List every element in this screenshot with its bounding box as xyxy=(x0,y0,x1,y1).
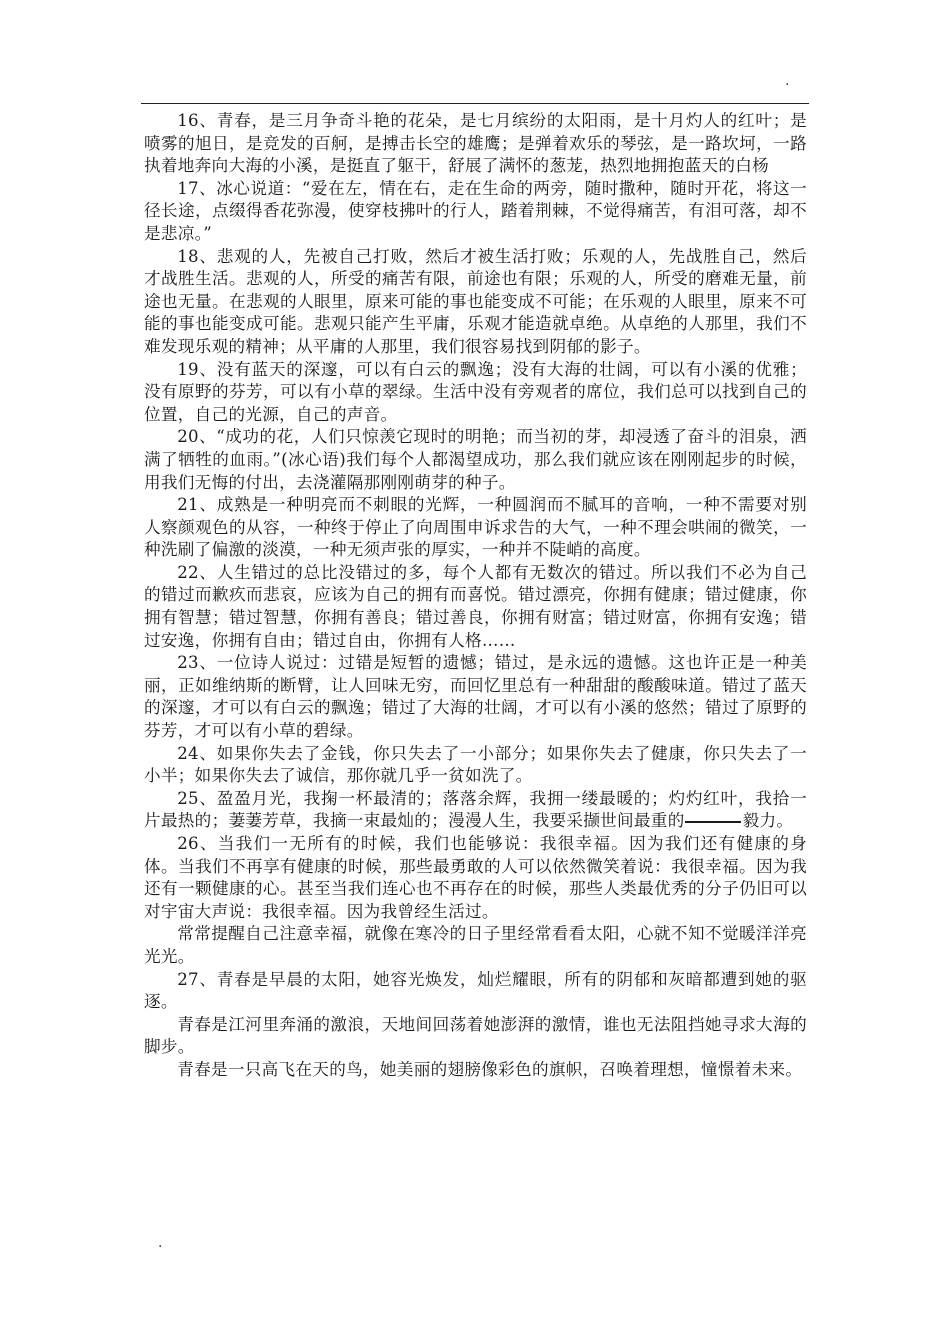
paragraph-19: 19、没有蓝天的深邃，可以有白云的飘逸；没有大海的壮阔，可以有小溪的优雅；没有原野的芬芳，可以有小草的翠绿。生活中没有旁观者的席位，我们总可以找到自己的位置，自己的光源，自己的声音。 xyxy=(144,359,807,424)
paragraph-16: 16、青春，是三月争奇斗艳的花朵，是七月缤纷的太阳雨，是十月灼人的红叶；是喷雾的旭日，是竞发的百舸，是搏击长空的雄鹰；是弹着欢乐的琴弦，是一路坎坷，一路执着地奔向大海的小溪，是挺直了躯干，舒展了满怀的葱茏，热烈地拥抱蓝天的白杨 xyxy=(144,111,807,176)
paragraph-25-text: 25、盈盈月光，我掬一杯最清的；落落余辉，我拥一缕最暖的；灼灼红叶，我拾一片最热的；萋萋芳草，我摘一束最灿的；漫漫人生，我要采撷世间最重的 xyxy=(144,788,807,831)
em-dash-line xyxy=(685,821,741,823)
paragraph-26-followup: 常常提醒自己注意幸福，就像在寒冷的日子里经常看看太阳，心就不知不觉暖洋洋亮光光。 xyxy=(144,924,807,966)
paragraph-22: 22、人生错过的总比没错过的多，每个人都有无数次的错过。所以我们不必为自己的错过而歉疚而悲哀，应该为自己的拥有而喜悦。错过漂亮，你拥有健康；错过健康，你拥有智慧；错过智慧，你拥有善良；错过善良，你拥有财富；错过财富，你拥有安逸；错过安逸，你拥有自由；错过自由，你拥有人格…… xyxy=(144,562,807,650)
document-body xyxy=(144,110,807,1082)
paragraph-26: 26、当我们一无所有的时候，我们也能够说：我很幸福。因为我们还有健康的身体。当我们不再享有健康的时候，那些最勇敢的人可以依然微笑着说：我很幸福。因为我还有一颗健康的心。甚至当我们连心也不再存在的时候，那些人类最优秀的分子仍旧可以对宇宙大声说：我很幸福。因为我曾经生活过。 xyxy=(144,834,807,921)
paragraph-27-bird: 青春是一只高飞在天的鸟，她美丽的翅膀像彩色的旗帜，召唤着理想，憧憬着未来。 xyxy=(177,1059,803,1079)
paragraph-24: 24、如果你失去了金钱，你只失去了一小部分；如果你失去了健康，你只失去了一小半；如果你失去了诚信，那你就几乎一贫如洗了。 xyxy=(144,743,807,786)
paragraph-27-river: 青春是江河里奔涌的激浪，天地间回荡着她澎湃的激情，谁也无法阻挡她寻求大海的脚步。 xyxy=(144,1014,807,1057)
paragraph-25 xyxy=(144,788,807,833)
paragraph-27: 27、青春是早晨的太阳，她容光焕发，灿烂耀眼，所有的阴郁和灰暗都遭到她的驱逐。 xyxy=(144,969,807,1012)
bottom-corner-dot: . xyxy=(158,1235,163,1251)
header-rule xyxy=(141,103,809,104)
paragraph-25-end: 毅力。 xyxy=(742,811,794,831)
paragraph-17: 17、冰心说道：“爱在左，情在右，走在生命的两旁，随时撒种，随时开花，将这一径长途，点缀得香花弥漫，使穿枝拂叶的行人，踏着荆棘，不觉得痛苦，有泪可落，却不是悲凉。” xyxy=(144,178,807,243)
paragraph-21: 21、成熟是一种明亮而不刺眼的光辉，一种圆润而不腻耳的音响，一种不需要对别人察颜观色的从容，一种终于停止了向周围申诉求告的大气，一种不理会哄闹的微笑，一种洗刷了偏激的淡漠，一种无须声张的厚实，一种并不陡峭的高度。 xyxy=(144,495,807,560)
top-corner-dot: . xyxy=(785,73,790,89)
paragraph-18: 18、悲观的人，先被自己打败，然后才被生活打败；乐观的人，先战胜自己，然后才战胜生活。悲观的人，所受的痛苦有限，前途也有限；乐观的人，所受的磨难无量，前途也无量。在悲观的人眼里，原来可能的事也能变成不可能；在乐观的人眼里，原来不可能的事也能变成可能。悲观只能产生平庸，乐观才能造就卓绝。从卓绝的人那里，我们不难发现乐观的精神；从平庸的人那里，我们很容易找到阴郁的影子。 xyxy=(144,246,807,356)
paragraph-20: 20、“成功的花，人们只惊羡它现时的明艳；而当初的芽，却浸透了奋斗的泪泉，洒满了牺牲的血雨。”(冰心语)我们每个人都渴望成功，那么我们就应该在刚刚起步的时候，用我们无悔的付出，去浇灌隔那刚刚萌芽的种子。 xyxy=(144,427,807,492)
paragraph-23: 23、一位诗人说过：过错是短暂的遗憾；错过，是永远的遗憾。这也许正是一种美丽，正如维纳斯的断臂，让人回味无穷，而回忆里总有一种甜甜的酸酸味道。错过了蓝天的深邃，才可以有白云的飘逸；错过了大海的壮阔，才可以有小溪的悠然；错过了原野的芬芳，才可以有小草的碧绿。 xyxy=(144,653,807,741)
